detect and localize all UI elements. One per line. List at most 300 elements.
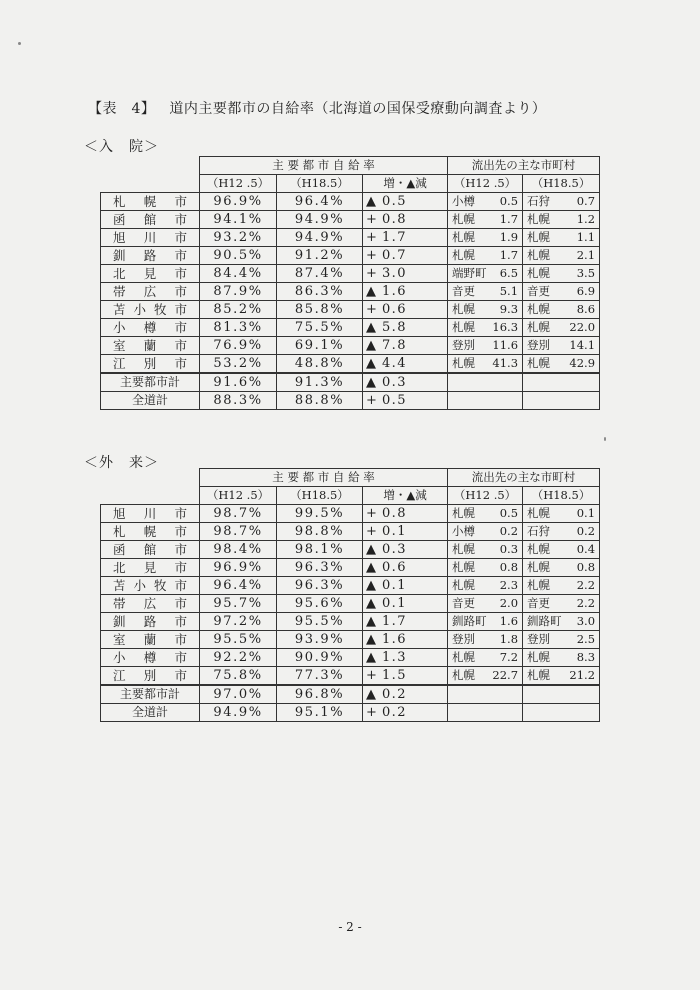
dest-h12-name: 小樽 [452, 524, 476, 538]
table-row [101, 559, 600, 577]
table-row [101, 211, 600, 229]
dest-h12-cell [448, 211, 523, 229]
change-sign: + [366, 248, 379, 263]
rate-h18: 96.3% [277, 559, 363, 577]
change-cell [363, 595, 448, 613]
dest-h18-cell [523, 649, 600, 667]
dest-h18-cell [523, 595, 600, 613]
change-value: 0.5 [382, 194, 407, 209]
rate-h12: 90.5% [200, 247, 277, 265]
rate-h18: 95.5% [277, 613, 363, 631]
dest-h18-value: 1.1 [576, 230, 596, 244]
dest-h18-name: 札幌 [527, 266, 551, 280]
change-value: 0.8 [382, 212, 407, 227]
dest-h18-value: 22.0 [569, 320, 596, 334]
dest-h12-cell [448, 319, 523, 337]
table-row [101, 229, 600, 247]
header-blank [101, 469, 200, 505]
header-h12: （H12 .5） [200, 487, 277, 505]
dest-h18-value: 0.4 [576, 542, 596, 556]
change-cell [363, 319, 448, 337]
change-value: 5.8 [382, 320, 407, 335]
dest-h18-name: 音更 [527, 596, 551, 610]
rate-h12: 94.1% [200, 211, 277, 229]
rate-h12: 98.7% [200, 505, 277, 523]
change-cell [363, 505, 448, 523]
dest-h12-cell [448, 631, 523, 649]
change-value: 0.1 [382, 596, 407, 611]
dest-h18-value: 1.2 [576, 212, 596, 226]
change-sign: + [366, 705, 379, 720]
dest-h18-name: 札幌 [527, 506, 551, 520]
rate-h12: 76.9% [200, 337, 277, 355]
dest-h18-cell [523, 283, 600, 301]
change-cell [363, 301, 448, 319]
rate-h18: 93.9% [277, 631, 363, 649]
change-sign: ▲ [366, 356, 378, 371]
dest-h18-cell [523, 631, 600, 649]
change-cell [363, 559, 448, 577]
city-name: 江別市 [101, 667, 200, 686]
city-name: 札幌市 [101, 523, 200, 541]
dest-h18-value: 2.1 [576, 248, 596, 262]
city-name: 江別市 [101, 355, 200, 374]
dest-h12-name: 釧路町 [452, 614, 487, 628]
dest-h12-name: 札幌 [452, 578, 476, 592]
dest-h18-cell [523, 613, 600, 631]
change-sign: ▲ [366, 578, 378, 593]
city-name: 小樽市 [101, 319, 200, 337]
table-row [101, 667, 600, 686]
total-label: 全道計 [101, 704, 200, 722]
dest-h12-cell [448, 283, 523, 301]
dest-h12-value: 1.6 [499, 614, 519, 628]
scan-speck [18, 42, 21, 45]
city-name: 旭川市 [101, 505, 200, 523]
change-value: 1.5 [382, 668, 407, 683]
dest-h18-name: 札幌 [527, 302, 551, 316]
header-outflow: 流出先の主な市町村 [448, 469, 600, 487]
dest-h18-name: 札幌 [527, 248, 551, 262]
city-name: 苫小牧市 [101, 301, 200, 319]
table-row [101, 577, 600, 595]
dest-h12-cell [448, 523, 523, 541]
table-row [101, 337, 600, 355]
dest-h18-name: 札幌 [527, 560, 551, 574]
rate-h18: 96.4% [277, 193, 363, 211]
rate-h12: 81.3% [200, 319, 277, 337]
dest-h12-value: 0.2 [499, 524, 519, 538]
dest-h18-name: 札幌 [527, 320, 551, 334]
change-cell [363, 373, 448, 392]
rate-h12: 91.6% [200, 373, 277, 392]
dest-h12-value: 5.1 [499, 284, 519, 298]
dest-h18-value: 0.1 [576, 506, 596, 520]
dest-h12-cell [448, 229, 523, 247]
dest-h18-name: 登別 [527, 632, 551, 646]
dest-h12-cell [448, 301, 523, 319]
dest-h12-value: 11.6 [492, 338, 519, 352]
change-sign: ▲ [366, 632, 378, 647]
change-value: 4.4 [382, 356, 407, 371]
dest-h12-name: 札幌 [452, 248, 476, 262]
dest-h12-cell [448, 541, 523, 559]
dest-h12-cell [448, 355, 523, 374]
city-name: 釧路市 [101, 247, 200, 265]
change-sign: ▲ [366, 614, 378, 629]
header-outflow: 流出先の主な市町村 [448, 157, 600, 175]
rate-h12: 53.2% [200, 355, 277, 374]
dest-h18-value: 0.8 [576, 560, 596, 574]
change-cell [363, 649, 448, 667]
city-name: 小樽市 [101, 649, 200, 667]
city-name: 北見市 [101, 265, 200, 283]
dest-h18-cell [523, 541, 600, 559]
dest-h18-name: 釧路町 [527, 614, 562, 628]
dest-h12-cell [448, 613, 523, 631]
rate-h12: 95.5% [200, 631, 277, 649]
dest-h18-cell [523, 523, 600, 541]
change-cell [363, 229, 448, 247]
change-value: 0.3 [382, 542, 407, 557]
rate-h12: 96.9% [200, 559, 277, 577]
table-number: 【表 4】 [88, 101, 156, 117]
total-label: 主要都市計 [101, 685, 200, 704]
change-sign: + [366, 668, 379, 683]
dest-h18-value: 21.2 [569, 668, 596, 682]
header-h12: （H12 .5） [200, 175, 277, 193]
table-row [101, 319, 600, 337]
change-value: 0.2 [382, 687, 407, 702]
dest-h18-cell [523, 229, 600, 247]
city-name: 札幌市 [101, 193, 200, 211]
city-name: 函館市 [101, 541, 200, 559]
dest-h18-name: 音更 [527, 284, 551, 298]
change-cell [363, 667, 448, 686]
change-sign: ▲ [366, 650, 378, 665]
city-name: 苫小牧市 [101, 577, 200, 595]
dest-h18-cell [523, 247, 600, 265]
header-h18: （H18.5） [277, 175, 363, 193]
dest-h12-cell [448, 247, 523, 265]
change-cell [363, 613, 448, 631]
rate-h18: 77.3% [277, 667, 363, 686]
dest-h12-value: 0.3 [499, 542, 519, 556]
dest-h18-name: 石狩 [527, 524, 551, 538]
dest-h18-cell [523, 577, 600, 595]
city-name: 旭川市 [101, 229, 200, 247]
section-label-outpatient: ＜外 来＞ [84, 455, 159, 471]
dest-h18-name: 札幌 [527, 212, 551, 226]
header-change: 増・▲減 [363, 175, 448, 193]
dest-h12-name: 小樽 [452, 194, 476, 208]
dest-h12-value: 1.7 [499, 212, 519, 226]
change-value: 3.0 [382, 266, 407, 281]
change-sign: + [366, 212, 379, 227]
table-row [101, 595, 600, 613]
dest-h12-value: 0.8 [499, 560, 519, 574]
dest-h12-name: 札幌 [452, 212, 476, 226]
change-cell [363, 355, 448, 374]
change-sign: ▲ [366, 596, 378, 611]
dest-h12-value: 0.5 [499, 194, 519, 208]
rate-h12: 88.3% [200, 392, 277, 410]
table-row [101, 523, 600, 541]
table-row [101, 649, 600, 667]
table-caption: 道内主要都市の自給率（北海道の国保受療動向調査より） [169, 101, 547, 117]
dest-h18-cell [523, 355, 600, 374]
change-sign: ▲ [366, 375, 378, 390]
dest-h18-cell [523, 193, 600, 211]
change-value: 0.8 [382, 506, 407, 521]
change-sign: ▲ [366, 542, 378, 557]
change-value: 1.6 [382, 284, 407, 299]
dest-h18-cell [523, 559, 600, 577]
dest-h18-value: 2.5 [576, 632, 596, 646]
change-sign: ▲ [366, 320, 378, 335]
dest-h18-cell [523, 505, 600, 523]
change-value: 0.6 [382, 560, 407, 575]
rate-h18: 96.3% [277, 577, 363, 595]
dest-h18-name: 石狩 [527, 194, 551, 208]
dest-h12-value: 1.8 [499, 632, 519, 646]
rate-h18: 86.3% [277, 283, 363, 301]
rate-h18: 69.1% [277, 337, 363, 355]
dest-h12-name: 登別 [452, 338, 476, 352]
city-name: 釧路市 [101, 613, 200, 631]
rate-h12: 96.4% [200, 577, 277, 595]
city-name: 室蘭市 [101, 631, 200, 649]
dest-h18-name: 札幌 [527, 356, 551, 370]
section-label-inpatient: ＜入 院＞ [84, 139, 159, 155]
dest-h18-cell [523, 667, 600, 686]
dest-h18-value: 3.0 [576, 614, 596, 628]
change-cell [363, 283, 448, 301]
change-sign: + [366, 266, 379, 281]
dest-h18-name: 札幌 [527, 578, 551, 592]
total-label: 主要都市計 [101, 373, 200, 392]
dest-h12-value: 1.7 [499, 248, 519, 262]
dest-h12-value: 2.3 [499, 578, 519, 592]
dest-h12-name: 端野町 [452, 266, 487, 280]
dest-h12-value: 6.5 [499, 266, 519, 280]
dest-h12-cell [448, 265, 523, 283]
dest-empty [448, 392, 523, 410]
table-row [101, 541, 600, 559]
dest-empty [523, 392, 600, 410]
dest-h18-cell [523, 319, 600, 337]
city-name: 函館市 [101, 211, 200, 229]
change-cell [363, 704, 448, 722]
dest-h12-name: 登別 [452, 632, 476, 646]
table-row [101, 247, 600, 265]
change-value: 7.8 [382, 338, 407, 353]
change-cell [363, 337, 448, 355]
change-value: 0.1 [382, 524, 407, 539]
table-row [101, 193, 600, 211]
rate-h18: 87.4% [277, 265, 363, 283]
dest-empty [523, 373, 600, 392]
city-name: 帯広市 [101, 595, 200, 613]
rate-h18: 98.8% [277, 523, 363, 541]
dest-h12-name: 札幌 [452, 230, 476, 244]
change-sign: ▲ [366, 687, 378, 702]
dest-h18-name: 登別 [527, 338, 551, 352]
rate-h18: 75.5% [277, 319, 363, 337]
rate-h18: 88.8% [277, 392, 363, 410]
change-value: 1.3 [382, 650, 407, 665]
dest-h18-cell [523, 301, 600, 319]
change-value: 1.6 [382, 632, 407, 647]
change-cell [363, 631, 448, 649]
change-value: 0.7 [382, 248, 407, 263]
change-sign: ▲ [366, 338, 378, 353]
rate-h12: 84.4% [200, 265, 277, 283]
dest-h12-value: 1.9 [499, 230, 519, 244]
dest-h12-cell [448, 667, 523, 686]
rate-h18: 94.9% [277, 211, 363, 229]
dest-h18-name: 札幌 [527, 542, 551, 556]
dest-h12-name: 札幌 [452, 302, 476, 316]
header-h18: （H18.5） [277, 487, 363, 505]
header-dest-h18: （H18.5） [523, 487, 600, 505]
change-cell [363, 247, 448, 265]
dest-h12-name: 札幌 [452, 356, 476, 370]
rate-h18: 98.1% [277, 541, 363, 559]
dest-h12-value: 9.3 [499, 302, 519, 316]
dest-h12-cell [448, 595, 523, 613]
total-row [101, 392, 600, 410]
header-self-sufficiency: 主 要 都 市 自 給 率 [200, 469, 448, 487]
rate-h12: 85.2% [200, 301, 277, 319]
dest-h18-value: 2.2 [576, 578, 596, 592]
dest-empty [448, 373, 523, 392]
dest-h12-name: 札幌 [452, 506, 476, 520]
total-row [101, 704, 600, 722]
dest-h18-name: 札幌 [527, 230, 551, 244]
dest-h12-value: 41.3 [492, 356, 519, 370]
total-row [101, 685, 600, 704]
dest-h18-value: 3.5 [576, 266, 596, 280]
dest-h12-name: 音更 [452, 284, 476, 298]
rate-h18: 91.2% [277, 247, 363, 265]
total-row [101, 373, 600, 392]
rate-h12: 75.8% [200, 667, 277, 686]
rate-h18: 85.8% [277, 301, 363, 319]
rate-h12: 94.9% [200, 704, 277, 722]
dest-h18-value: 14.1 [569, 338, 596, 352]
dest-h18-name: 札幌 [527, 650, 551, 664]
dest-h12-cell [448, 505, 523, 523]
rate-h12: 97.2% [200, 613, 277, 631]
rate-h12: 97.0% [200, 685, 277, 704]
change-value: 1.7 [382, 230, 407, 245]
change-value: 0.3 [382, 375, 407, 390]
dest-h12-value: 2.0 [499, 596, 519, 610]
dest-h12-value: 16.3 [492, 320, 519, 334]
table-row [101, 301, 600, 319]
dest-h12-cell [448, 577, 523, 595]
dest-h12-value: 7.2 [499, 650, 519, 664]
rate-h18: 96.8% [277, 685, 363, 704]
total-label: 全道計 [101, 392, 200, 410]
header-change: 増・▲減 [363, 487, 448, 505]
dest-h18-value: 42.9 [569, 356, 596, 370]
header-dest-h12: （H12 .5） [448, 487, 523, 505]
header-self-sufficiency: 主 要 都 市 自 給 率 [200, 157, 448, 175]
table-row [101, 265, 600, 283]
header-dest-h12: （H12 .5） [448, 175, 523, 193]
change-sign: ▲ [366, 560, 378, 575]
dest-h12-name: 札幌 [452, 542, 476, 556]
dest-h12-cell [448, 193, 523, 211]
city-name: 北見市 [101, 559, 200, 577]
outpatient-table [100, 468, 600, 722]
dest-h12-name: 札幌 [452, 650, 476, 664]
rate-h12: 96.9% [200, 193, 277, 211]
rate-h18: 94.9% [277, 229, 363, 247]
dest-h12-cell [448, 559, 523, 577]
rate-h12: 92.2% [200, 649, 277, 667]
rate-h12: 98.4% [200, 541, 277, 559]
dest-empty [448, 704, 523, 722]
change-sign: ▲ [366, 284, 378, 299]
dest-h18-value: 8.3 [576, 650, 596, 664]
dest-h18-cell [523, 337, 600, 355]
scan-speck [604, 437, 606, 441]
dest-h12-name: 札幌 [452, 668, 476, 682]
table-row [101, 505, 600, 523]
dest-h18-value: 0.7 [576, 194, 596, 208]
rate-h18: 91.3% [277, 373, 363, 392]
dest-h12-name: 札幌 [452, 560, 476, 574]
dest-h18-name: 札幌 [527, 668, 551, 682]
dest-empty [523, 685, 600, 704]
dest-empty [448, 685, 523, 704]
change-cell [363, 523, 448, 541]
table-row [101, 631, 600, 649]
change-cell [363, 265, 448, 283]
change-sign: + [366, 506, 379, 521]
dest-h18-cell [523, 211, 600, 229]
dest-h12-value: 0.5 [499, 506, 519, 520]
table-row [101, 355, 600, 374]
change-cell [363, 211, 448, 229]
dest-h12-cell [448, 649, 523, 667]
change-value: 1.7 [382, 614, 407, 629]
change-cell [363, 685, 448, 704]
page-number: - 2 - [338, 920, 362, 934]
dest-h12-cell [448, 337, 523, 355]
dest-h18-value: 2.2 [576, 596, 596, 610]
table-row [101, 283, 600, 301]
dest-h18-value: 6.9 [576, 284, 596, 298]
change-sign: ▲ [366, 194, 378, 209]
rate-h12: 98.7% [200, 523, 277, 541]
change-value: 0.1 [382, 578, 407, 593]
rate-h12: 95.7% [200, 595, 277, 613]
change-value: 0.5 [382, 393, 407, 408]
table-row [101, 613, 600, 631]
change-sign: + [366, 230, 379, 245]
header-blank [101, 157, 200, 193]
rate-h18: 90.9% [277, 649, 363, 667]
change-value: 0.2 [382, 705, 407, 720]
rate-h18: 48.8% [277, 355, 363, 374]
change-cell [363, 193, 448, 211]
change-cell [363, 541, 448, 559]
change-sign: + [366, 393, 379, 408]
